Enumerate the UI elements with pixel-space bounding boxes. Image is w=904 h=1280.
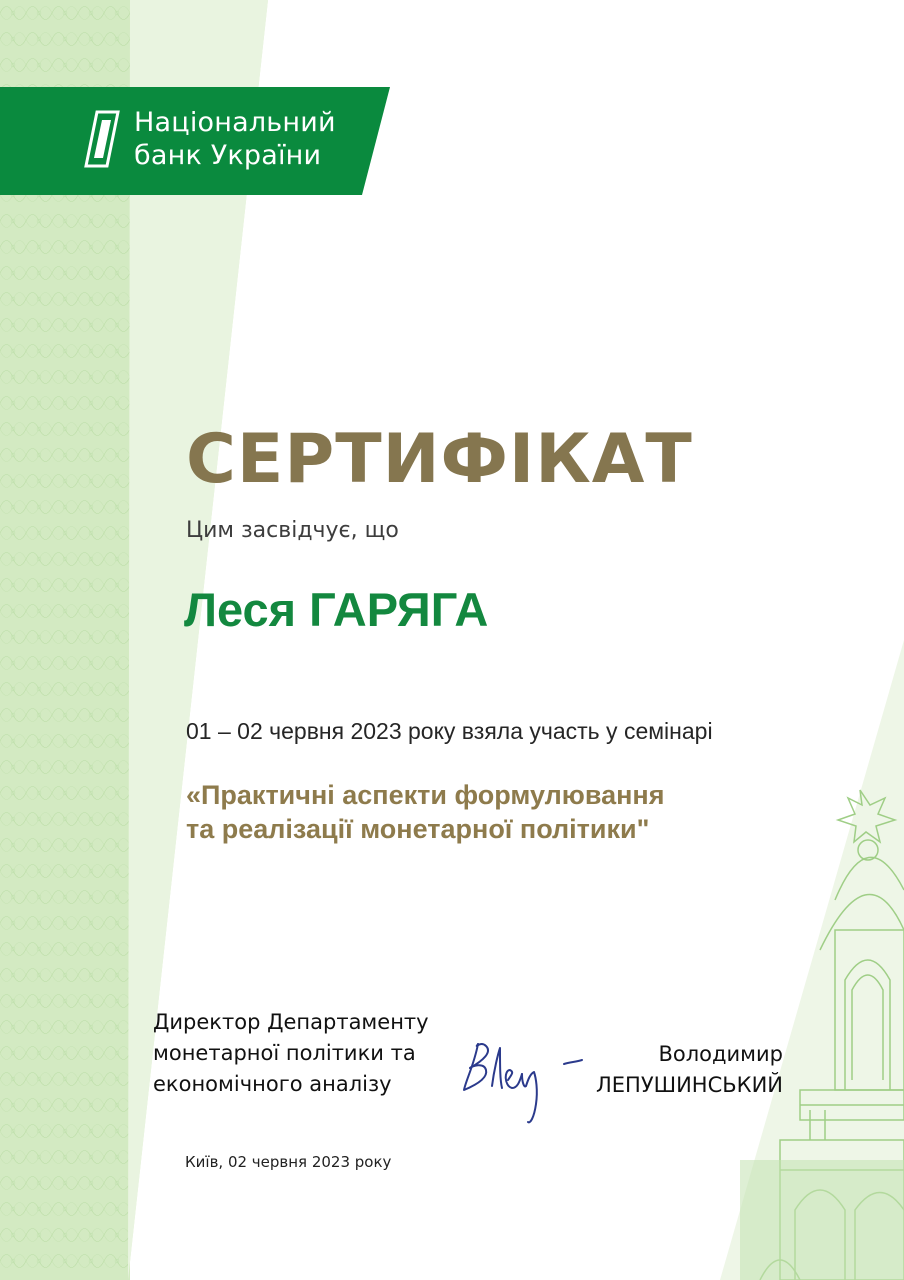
building-illustration (740, 780, 904, 1280)
bank-name-line1: Національний (134, 107, 336, 138)
seminar-title-line1: «Практичні аспекти формулювання (186, 780, 665, 810)
handwritten-signature (456, 1030, 586, 1130)
bank-name-line2: банк України (134, 140, 322, 171)
signatory-name (596, 1039, 783, 1101)
recipient-name: Леся ГАРЯГА (184, 583, 489, 636)
signatory-position (153, 1007, 429, 1100)
certificate-title: СЕРТИФІКАТ (186, 420, 693, 499)
certifies-text: Цим засвідчує, що (186, 518, 399, 543)
position-line1: Директор Департаменту (153, 1010, 429, 1034)
nbu-logo-icon (84, 110, 120, 168)
participation-text: 01 – 02 червня 2023 року взяла участь у семінарі (186, 718, 713, 744)
signatory-first-name: Володимир (658, 1042, 783, 1066)
position-line2: монетарної політики та (153, 1041, 416, 1065)
place-and-date: Київ, 02 червня 2023 року (185, 1153, 392, 1171)
seminar-title (186, 778, 664, 846)
position-line3: економічного аналізу (153, 1072, 392, 1096)
seminar-title-line2: та реалізації монетарної політики" (186, 814, 650, 844)
signatory-last-name: ЛЕПУШИНСЬКИЙ (595, 1073, 783, 1097)
bank-name (134, 106, 336, 172)
